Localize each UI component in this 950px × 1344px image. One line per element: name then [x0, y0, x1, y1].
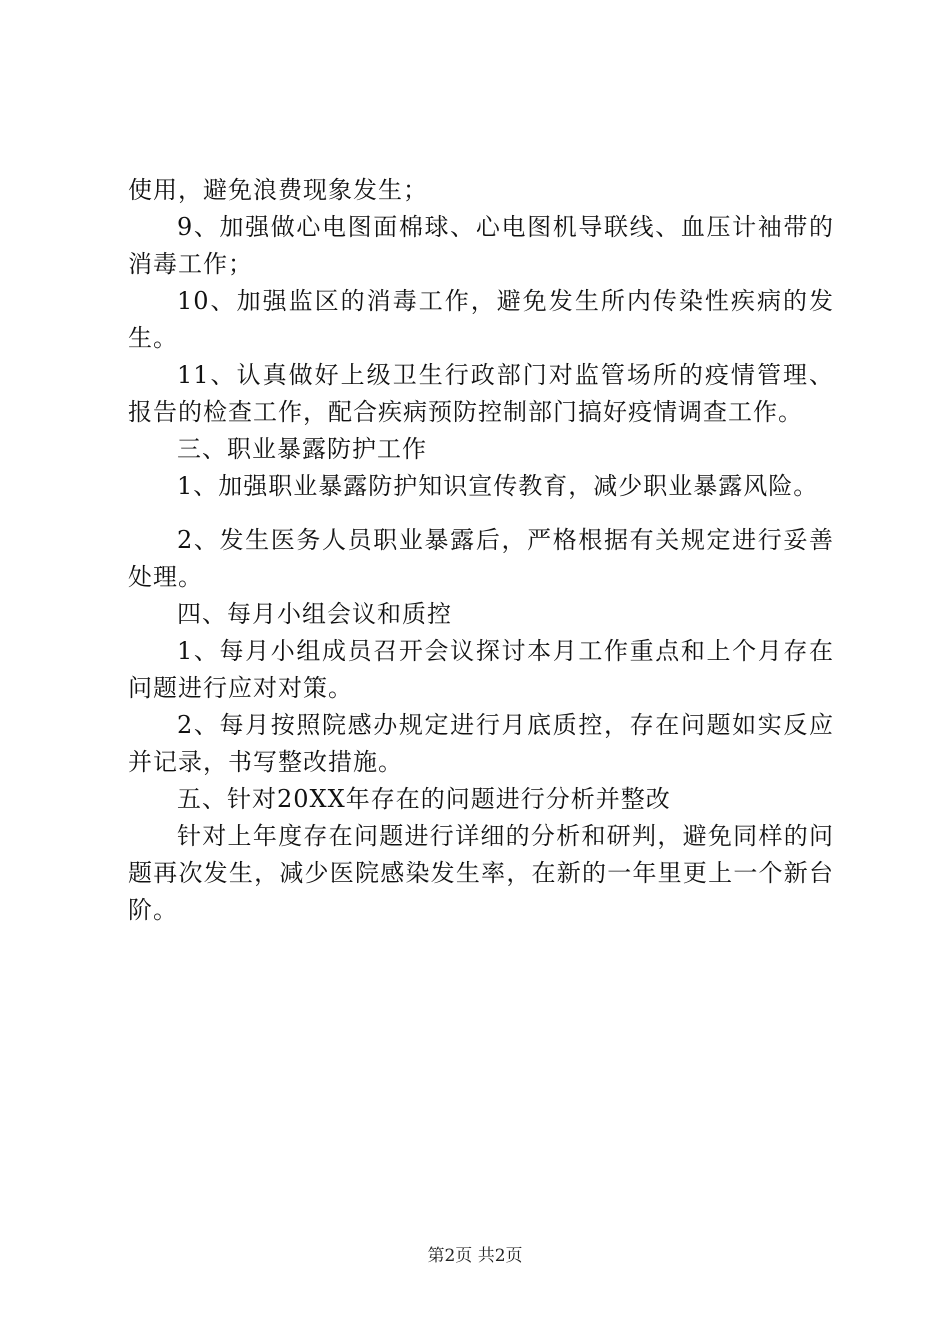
paragraph-item-11: 11、认真做好上级卫生行政部门对监管场所的疫情管理、报告的检查工作，配合疾病预防控制部门搞好疫情调查工作。: [128, 361, 834, 426]
paragraph-section4-item-1: 1、每月小组成员召开会议探讨本月工作重点和上个月存在问题进行应对对策。: [128, 637, 834, 702]
paragraph-item-9: 9、加强做心电图面棉球、心电图机导联线、血压计袖带的消毒工作；: [128, 213, 834, 278]
paragraph-section5-body: 针对上年度存在问题进行详细的分析和研判，避免同样的问题再次发生，减少医院感染发生率，在新的一年里更上一个新台阶。: [128, 822, 834, 924]
paragraph-section3-item-2: 2、发生医务人员职业暴露后，严格根据有关规定进行妥善处理。: [128, 526, 834, 591]
paragraph-item-10: 10、加强监区的消毒工作，避免发生所内传染性疾病的发生。: [128, 287, 834, 352]
page-footer: 第2页 共2页: [427, 1246, 523, 1266]
document-body: [128, 172, 834, 929]
paragraph-continuation: 使用，避免浪费现象发生；: [128, 176, 428, 204]
section-heading-4: 四、每月小组会议和质控: [177, 600, 452, 628]
paragraph-section4-item-2: 2、每月按照院感办规定进行月底质控，存在问题如实反应并记录，书写整改措施。: [128, 711, 834, 776]
section-heading-3: 三、职业暴露防护工作: [177, 435, 427, 463]
section-heading-5: 五、针对20XX年存在的问题进行分析并整改: [177, 785, 671, 813]
paragraph-section3-item-1: 1、加强职业暴露防护知识宣传教育，减少职业暴露风险。: [177, 472, 819, 500]
